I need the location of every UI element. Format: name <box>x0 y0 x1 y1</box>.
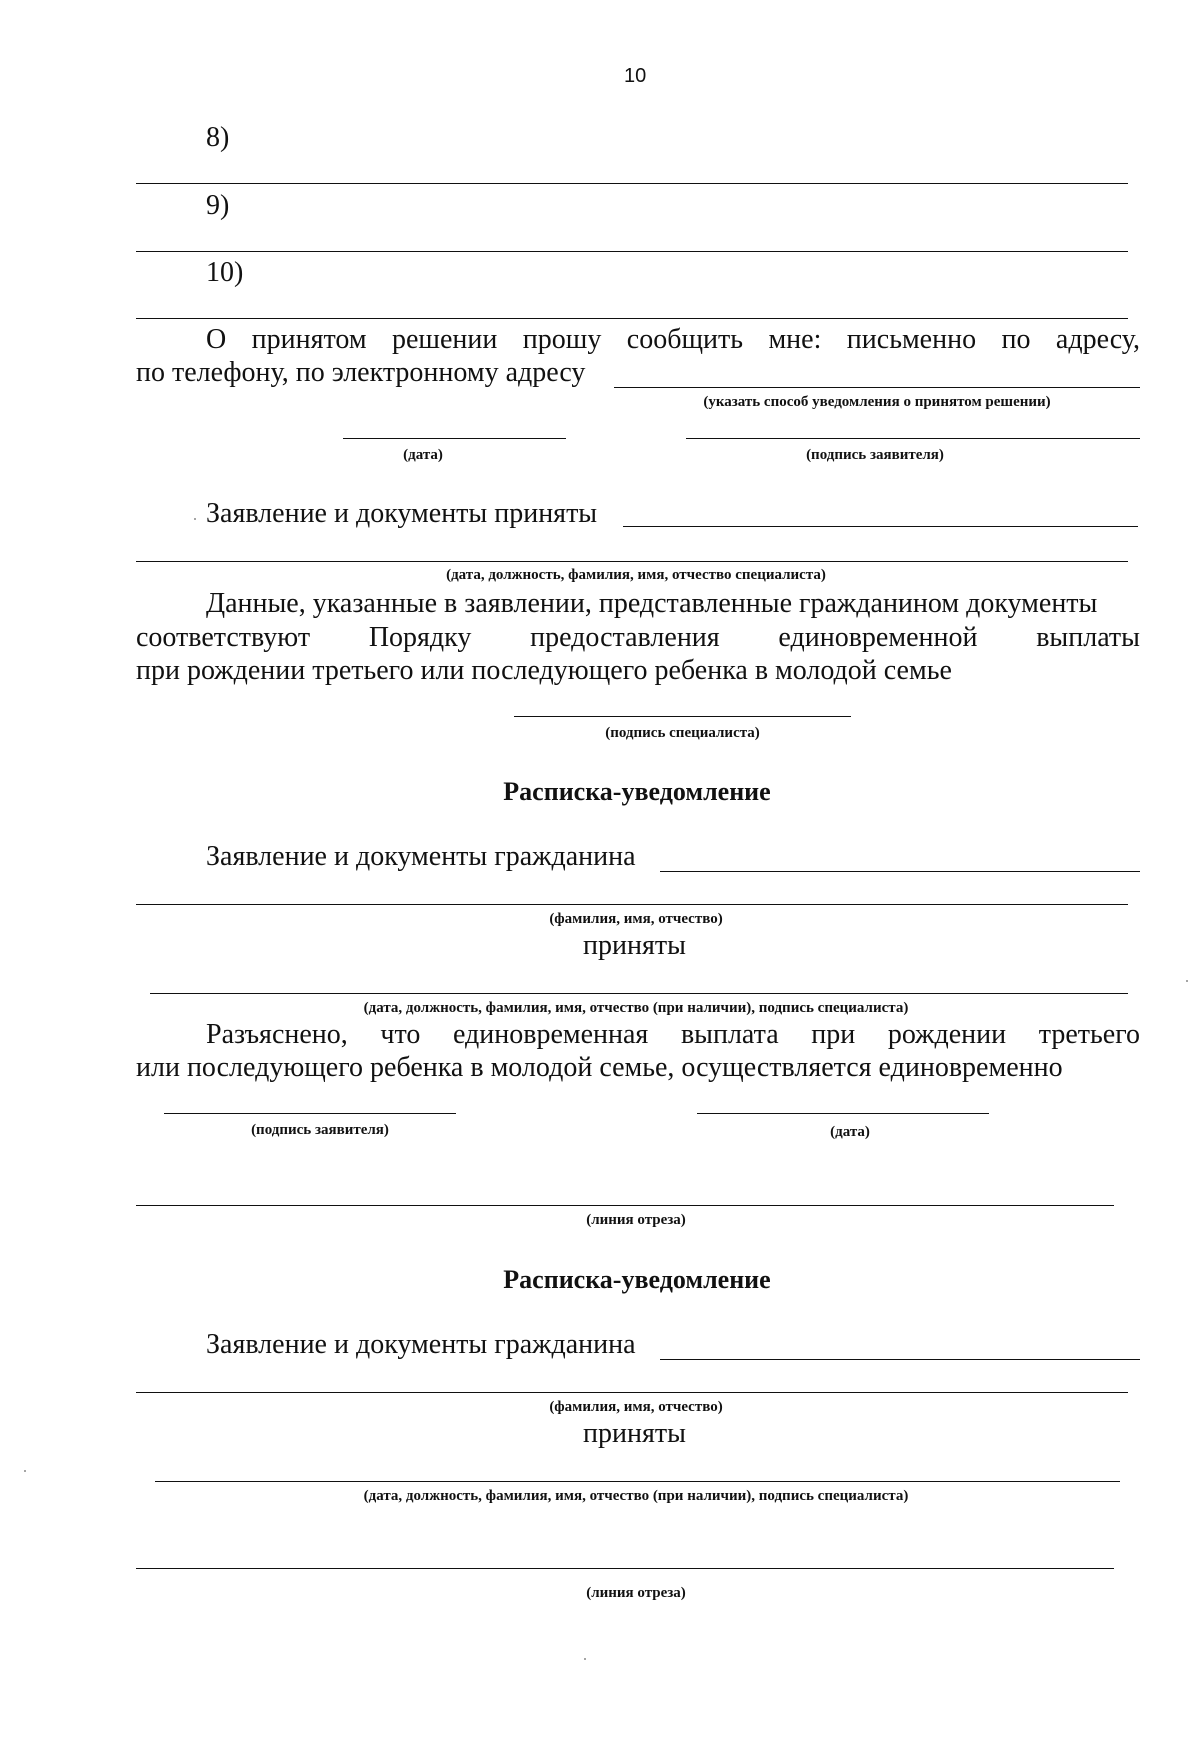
list-item-8-fill-line <box>136 183 1128 184</box>
accepted-label: Заявление и документы приняты <box>206 498 598 529</box>
conformity-word: Порядку <box>368 622 472 653</box>
receipt1-cut-line-caption: (линия отреза) <box>586 1212 686 1228</box>
scan-speck <box>194 518 196 520</box>
notify-method-fill-line <box>614 387 1140 388</box>
conformity-word: предоставления <box>530 622 720 653</box>
date-caption: (дата) <box>403 447 443 463</box>
applicant-signature-fill-line <box>686 438 1140 439</box>
explained-word: единовременная <box>452 1019 649 1050</box>
conformity-line1: Данные, указанные в заявлении, представленные гражданином документы <box>206 588 1098 619</box>
explained-word: Разъяснено, <box>206 1019 348 1050</box>
explained-word: что <box>380 1019 421 1050</box>
receipt1-applicant-signature-fill-line <box>164 1113 456 1114</box>
accepted-fill-line-1 <box>623 526 1138 527</box>
explained-word: при <box>811 1019 856 1050</box>
receipt1-accepted-word: приняты <box>583 930 686 961</box>
receipt1-explained-line2: или последующего ребенка в молодой семье, осуществляется единовременно <box>136 1052 1063 1083</box>
receipt2-citizen-fill-line-1 <box>660 1359 1140 1360</box>
list-item-9: 9) <box>206 190 230 221</box>
list-item-8: 8) <box>206 122 230 153</box>
receipt2-title: Расписка-уведомление <box>503 1265 771 1294</box>
accepted-fill-line-2 <box>136 561 1128 562</box>
receipt1-date-fill-line <box>697 1113 989 1114</box>
receipt1-citizen-label: Заявление и документы гражданина <box>206 841 636 872</box>
receipt2-accepted-word: приняты <box>583 1418 686 1449</box>
receipt2-specialist-caption: (дата, должность, фамилия, имя, отчество (при наличии), подпись специалиста) <box>363 1488 909 1504</box>
receipt1-title: Расписка-уведомление <box>503 777 771 806</box>
receipt1-applicant-signature-caption: (подпись заявителя) <box>251 1122 389 1138</box>
conformity-line3: при рождении третьего или последующего ребенка в молодой семье <box>136 655 952 686</box>
receipt1-specialist-caption: (дата, должность, фамилия, имя, отчество (при наличии), подпись специалиста) <box>363 1000 909 1016</box>
receipt1-date-caption: (дата) <box>830 1124 870 1140</box>
accepted-caption: (дата, должность, фамилия, имя, отчество специалиста) <box>446 567 826 583</box>
explained-word: выплата <box>680 1019 779 1050</box>
scan-speck <box>584 1658 586 1660</box>
explained-word: рождении <box>887 1019 1007 1050</box>
receipt2-citizen-fill-line-2 <box>136 1392 1128 1393</box>
scan-speck <box>24 1470 26 1472</box>
notify-method-caption: (указать способ уведомления о принятом решении) <box>703 394 1051 410</box>
receipt1-fio-caption: (фамилия, имя, отчество) <box>549 911 723 927</box>
receipt1-citizen-fill-line-2 <box>136 904 1128 905</box>
conformity-word: единовременной <box>778 622 978 653</box>
specialist-signature-caption: (подпись специалиста) <box>605 725 760 741</box>
conformity-word: выплаты <box>1036 622 1140 653</box>
list-item-10-fill-line <box>136 318 1128 319</box>
list-item-9-fill-line <box>136 251 1128 252</box>
receipt2-cut-line <box>136 1568 1114 1569</box>
receipt2-fio-caption: (фамилия, имя, отчество) <box>549 1399 723 1415</box>
receipt2-specialist-fill-line <box>155 1481 1120 1482</box>
receipt1-cut-line <box>136 1205 1114 1206</box>
receipt1-citizen-fill-line-1 <box>660 871 1140 872</box>
receipt2-cut-line-caption: (линия отреза) <box>586 1585 686 1601</box>
date-fill-line <box>343 438 566 439</box>
applicant-signature-caption: (подпись заявителя) <box>806 447 944 463</box>
list-item-10: 10) <box>206 257 244 288</box>
receipt2-citizen-label: Заявление и документы гражданина <box>206 1329 636 1360</box>
specialist-signature-fill-line <box>514 716 851 717</box>
page-number: 10 <box>624 65 647 87</box>
scan-speck <box>1186 980 1188 982</box>
conformity-word: соответствуют <box>136 622 311 653</box>
notify-paragraph-line1: О принятом решении прошу сообщить мне: письменно по адресу, <box>206 324 1140 355</box>
conformity-line2 <box>136 622 1140 654</box>
notify-paragraph-line2: по телефону, по электронному адресу <box>136 357 586 388</box>
receipt1-specialist-fill-line <box>150 993 1128 994</box>
receipt1-explained-line1 <box>206 1019 1140 1051</box>
explained-word: третьего <box>1038 1019 1140 1050</box>
